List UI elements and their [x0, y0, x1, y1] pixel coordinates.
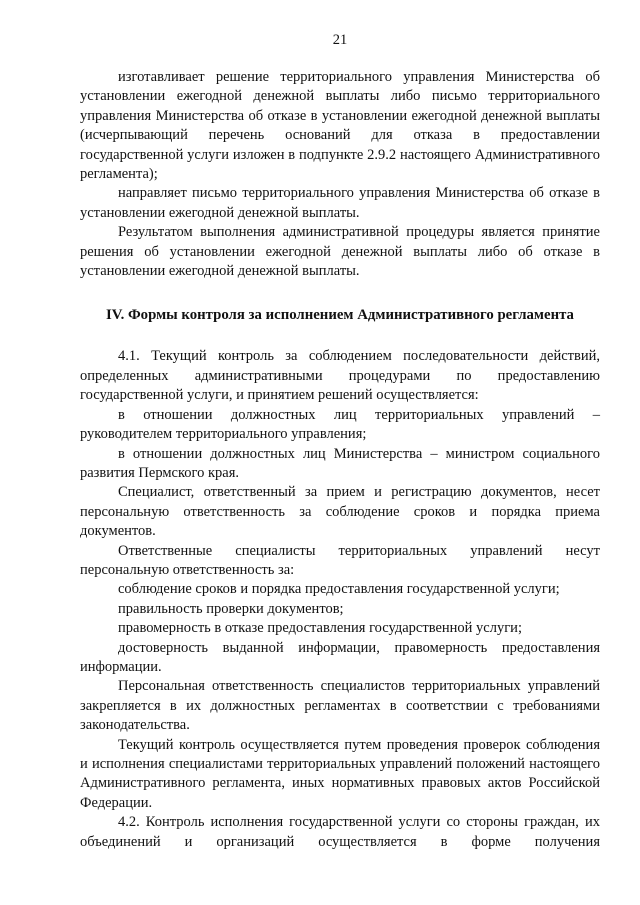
paragraph: соблюдение сроков и порядка предоставления государственной услуги; — [118, 581, 560, 598]
paragraph: Персональная ответственность специалистов территориальных управлений закрепляется в их должностных регламентах в соответствии с требованиями законодательства. — [80, 678, 600, 734]
section-heading: IV. Формы контроля за исполнением Административного регламента — [106, 307, 574, 324]
paragraph: Специалист, ответственный за прием и регистрацию документов, несет персональную ответственность за соблюдение сроков и порядка приема документов. — [80, 484, 600, 540]
document-page — [80, 30, 600, 852]
paragraph: достоверность выданной информации, правомерность предоставления информации. — [80, 639, 600, 675]
page-number: 21 — [332, 32, 348, 48]
paragraph: 4.2. Контроль исполнения государственной услуги со стороны граждан, их объединений и организаций осуществляется в форме получения — [80, 814, 600, 850]
paragraph: направляет письмо территориального управления Министерства об отказе в установлении ежегодной денежной выплаты. — [80, 185, 600, 221]
paragraph: в отношении должностных лиц Министерства – министром социального развития Пермского края. — [80, 445, 600, 481]
paragraph: Текущий контроль осуществляется путем проведения проверок соблюдения и исполнения специалистами территориальных управлений положений настоящего Административного регламента, иных нормативных правовых актов Российской Федерации. — [80, 736, 600, 811]
paragraph: 4.1. Текущий контроль за соблюдением последовательности действий, определенных административными процедурами по предоставлению государственной услуги, и принятием решений осуществляется: — [80, 348, 600, 404]
paragraph: в отношении должностных лиц территориальных управлений – руководителем территориального управления; — [80, 406, 600, 443]
paragraph: изготавливает решение территориального управления Министерства об установлении ежегодной денежной выплаты либо письмо территориального управления Министерства об отказе в установлении ежегодной денежной выплаты (исчерпывающий перечень оснований для отказа в предоставлении государственной услуги изложен в подпункте 2.9.2 настоящего Административного регламента); — [80, 69, 600, 183]
paragraph: Результатом выполнения административной процедуры является принятие решения об установлении ежегодной денежной выплаты либо об отказе в установлении ежегодной денежной выплаты. — [80, 224, 600, 280]
paragraph: правильность проверки документов; — [118, 600, 344, 617]
paragraph: Ответственные специалисты территориальных управлений несут персональную ответственность за: — [80, 542, 600, 578]
paragraph: правомерность в отказе предоставления государственной услуги; — [118, 620, 522, 637]
